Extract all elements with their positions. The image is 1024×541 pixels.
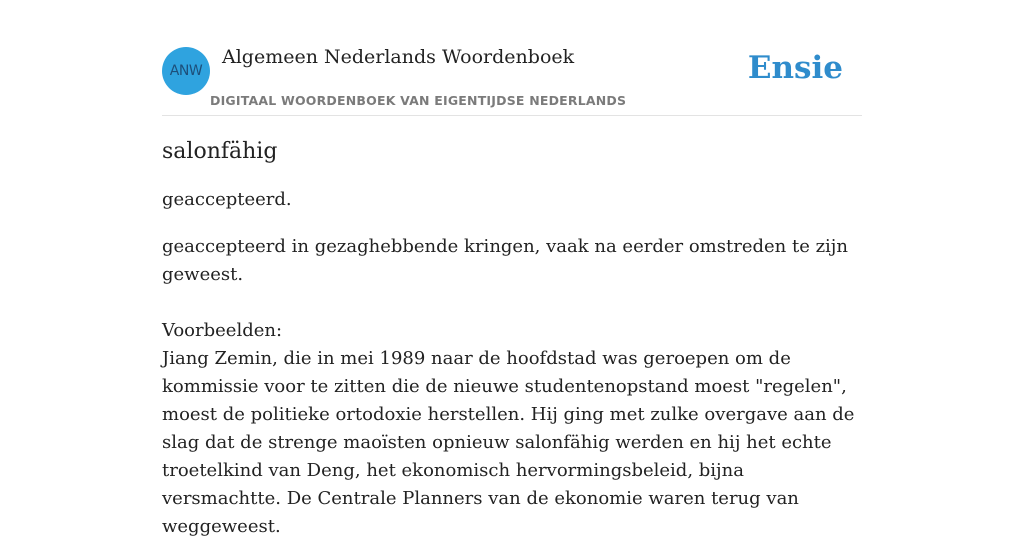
site-title[interactable]: Algemeen Nederlands Woordenboek — [222, 46, 575, 68]
entry-headword: salonfähig — [162, 139, 278, 164]
anw-logo[interactable] — [162, 47, 210, 95]
short-definition: geaccepteerd. — [162, 189, 292, 210]
entry-content — [162, 139, 862, 541]
examples-label: Voorbeelden: — [162, 320, 283, 341]
example-text: Jiang Zemin, die in mei 1989 naar de hoofdstad was geroepen om de kommissie voor te zitten die de nieuwe studentenopstand moest "regelen", moest de politieke ortodoxie herstellen. Hij ging met zulke overgave aan de slag dat de strenge maoïsten opnieuw salonfähig werden en hij het echte troetelkind van Deng, het ekonomisch hervormingsbeleid, bijna versmachtte. De Centrale Planners van de ekonomie waren terug van weggeweest. — [162, 348, 855, 537]
site-header — [162, 46, 862, 116]
ensie-brand-link[interactable]: Ensie — [747, 50, 843, 86]
site-subtitle: DIGITAAL WOORDENBOEK VAN EIGENTIJDSE NEDERLANDS — [210, 93, 627, 108]
page — [162, 0, 862, 541]
anw-logo-text: ANW — [169, 63, 203, 79]
long-definition: geaccepteerd in gezaghebbende kringen, vaak na eerder omstreden te zijn geweest. — [162, 236, 848, 285]
